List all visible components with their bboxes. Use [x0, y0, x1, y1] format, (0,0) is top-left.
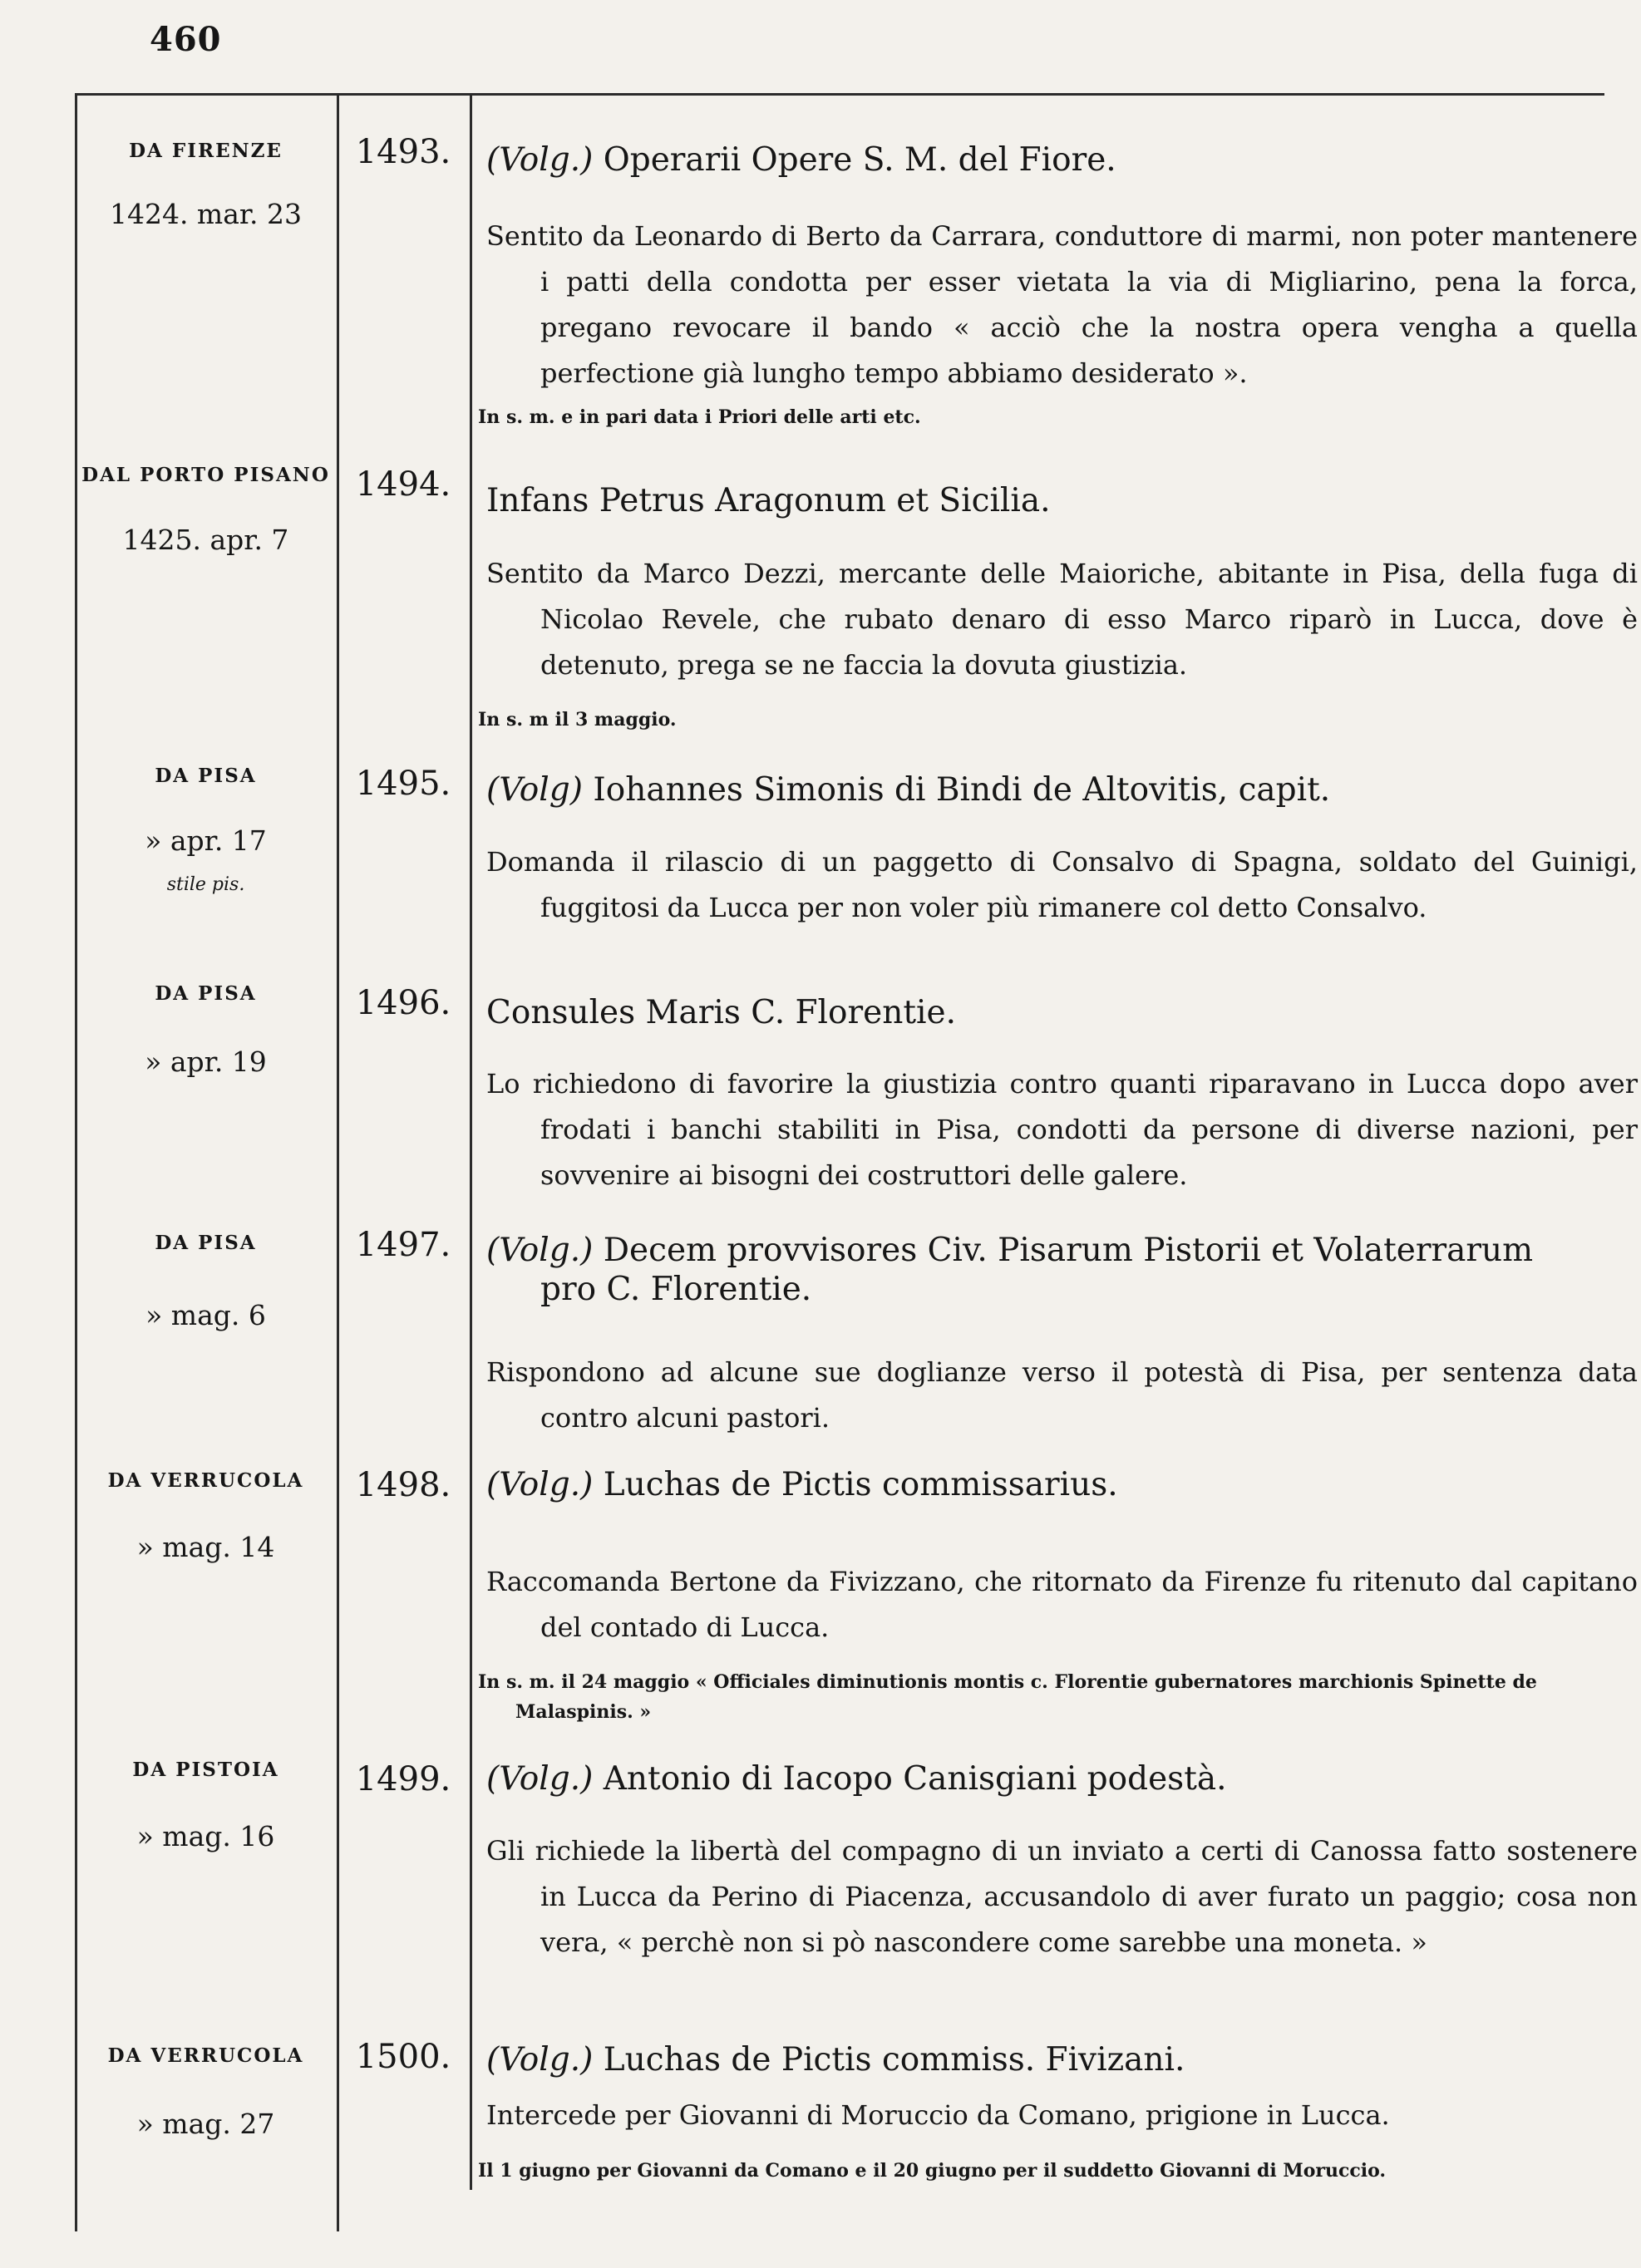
entry-date: » mag. 14 — [136, 1531, 275, 1563]
entry-style-note: stile pis. — [166, 874, 245, 895]
column-divider-number — [470, 96, 472, 2190]
heading-title: Luchas de Pictis commiss. Fivizani. — [603, 2041, 1185, 2079]
entry-number: 1495. — [355, 765, 451, 803]
heading-prefix: (Volg.) — [486, 1232, 594, 1269]
entry-body: Raccomanda Bertone da Fivizzano, che ritornato da Firenze fu ritenuto dal capitano del contado di Lucca. — [486, 1566, 1638, 1643]
column-divider-date — [337, 96, 339, 2231]
entry-heading — [486, 482, 1592, 521]
heading-title: Iohannes Simonis di Bindi de Altovitis, capit. — [593, 771, 1331, 809]
entry-body: Gli richiede la libertà del compagno di un inviato a certi di Canossa fatto sostenere in Lucca da Perino di Piacenza, accusandolo di aver furato un paggio; cosa non vera, « perchè non si pò nascondere come sarebbe una moneta. » — [486, 1835, 1638, 1958]
entry-date: 1424. mar. 23 — [109, 198, 303, 230]
entry-date: » mag. 16 — [136, 1820, 275, 1852]
entry-heading — [486, 994, 1592, 1033]
entry-place: DA FIRENZE — [129, 140, 283, 162]
entry-number: 1498. — [355, 1466, 451, 1504]
entry-number: 1499. — [355, 1760, 451, 1798]
entry-number: 1497. — [355, 1226, 451, 1264]
entry-date: 1425. apr. 7 — [122, 524, 289, 556]
entry-heading — [486, 1760, 1592, 1799]
entry-heading — [486, 141, 1592, 180]
entry-body: Domanda il rilascio di un paggetto di Consalvo di Spagna, soldato del Guinigi, fuggitosi da Lucca per non voler più rimanere col detto Consalvo. — [486, 846, 1638, 923]
entry-date: » apr. 17 — [145, 824, 267, 857]
entry-heading — [486, 1466, 1592, 1505]
entry-note: In s. m. il 24 maggio « Officiales diminutionis montis c. Florentie gubernatores marchionis Spinette de Malaspinis. » — [478, 1671, 1537, 1723]
heading-title: Infans Petrus Aragonum et Sicilia. — [486, 482, 1051, 519]
entry-number: 1493. — [355, 133, 451, 171]
heading-prefix: (Volg.) — [486, 2041, 594, 2079]
top-rule — [75, 93, 1604, 96]
entry-date: » apr. 19 — [145, 1045, 267, 1078]
entry-note: Il 1 giugno per Giovanni da Comano e il 20 giugno per il suddetto Giovanni di Moruccio. — [478, 2160, 1387, 2182]
heading-title: Consules Maris C. Florentie. — [486, 994, 956, 1031]
entry-place: DA VERRUCOLA — [107, 1469, 304, 1492]
heading-prefix: (Volg.) — [486, 1760, 594, 1798]
entry-body: Sentito da Leonardo di Berto da Carrara, conduttore di marmi, non poter mantenere i patti della condotta per esser vietata la via di Migliarino, pena la forca, pregano revocare il bando « acciò che la nostra opera vengha a quella perfectione già lungho tempo abbiamo desiderato ». — [486, 220, 1638, 389]
heading-prefix: (Volg.) — [486, 1466, 594, 1503]
entry-body: Lo richiedono di favorire la giustizia contro quanti riparavano in Lucca dopo aver frodati i banchi stabiliti in Pisa, condotti da persone di diverse nazioni, per sovvenire ai bisogni dei costruttori delle galere. — [486, 1068, 1638, 1191]
entry-heading — [486, 771, 1592, 810]
entry-number: 1496. — [355, 984, 451, 1022]
entry-body: Intercede per Giovanni di Moruccio da Comano, prigione in Lucca. — [486, 2099, 1390, 2131]
heading-prefix: (Volg) — [486, 771, 583, 809]
heading-title: Decem provvisores Civ. Pisarum Pistorii et Volaterrarum pro C. Florentie. — [540, 1232, 1534, 1308]
heading-title: Operarii Opere S. M. del Fiore. — [603, 141, 1116, 179]
entry-body: Sentito da Marco Dezzi, mercante delle Maioriche, abitante in Pisa, della fuga di Nicolao Revele, che rubato denaro di esso Marco riparò in Lucca, dove è detenuto, prega se ne faccia la dovuta giustizia. — [486, 558, 1638, 681]
heading-prefix: (Volg.) — [486, 141, 594, 179]
entry-note: In s. m. e in pari data i Priori delle arti etc. — [478, 406, 921, 428]
entry-number: 1494. — [355, 465, 451, 504]
entry-place: DAL PORTO PISANO — [81, 464, 330, 486]
entry-heading — [486, 1232, 1592, 1310]
heading-title: Luchas de Pictis commissarius. — [603, 1466, 1118, 1503]
heading-title: Antonio di Iacopo Canisgiani podestà. — [603, 1760, 1227, 1798]
entry-note: In s. m il 3 maggio. — [478, 709, 677, 731]
entry-place: DA PISTOIA — [132, 1759, 279, 1781]
entry-place: DA PISA — [155, 765, 257, 787]
left-border — [75, 96, 77, 2231]
entry-place: DA VERRUCOLA — [107, 2044, 304, 2067]
entry-place: DA PISA — [155, 982, 257, 1005]
entry-place: DA PISA — [155, 1232, 257, 1254]
page-number: 460 — [150, 20, 222, 59]
entry-heading — [486, 2041, 1592, 2080]
entry-date: » mag. 27 — [136, 2108, 275, 2140]
entry-body: Rispondono ad alcune sue doglianze verso il potestà di Pisa, per sentenza data contro alcuni pastori. — [486, 1356, 1638, 1434]
entry-number: 1500. — [355, 2038, 451, 2076]
entry-date: » mag. 6 — [145, 1299, 266, 1331]
